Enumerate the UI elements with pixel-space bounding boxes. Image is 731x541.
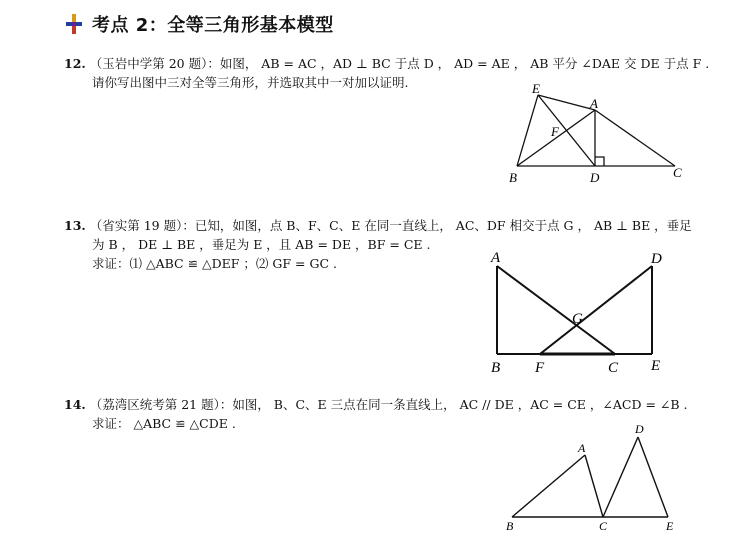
figure-13 — [485, 246, 675, 376]
pin-icon — [63, 13, 85, 35]
label-b: B — [506, 519, 514, 533]
problem-text-line: （荔湾区统考第 21 题）：如图， B、C、E 三点在同一条直线上， AC // DE ，AC = CE ，∠ACD = ∠B . — [89, 397, 688, 412]
label-f: F — [551, 124, 559, 139]
problem-text-line: （玉岩中学第 20 题）：如图， AB = AC ，AD ⊥ BC 于点 D ， AD = AE ， AB 平分 ∠DAE 交 DE 于点 F . — [89, 56, 710, 71]
label-d: D — [635, 422, 644, 436]
label-a: A — [578, 441, 586, 455]
segment-ea — [538, 95, 595, 110]
segment-cd — [603, 437, 638, 517]
label-c: C — [608, 360, 619, 376]
problem-12 — [64, 54, 709, 73]
problem-13 — [64, 216, 692, 235]
segment-ac — [585, 455, 603, 517]
label-a: A — [590, 96, 598, 111]
label-d: D — [651, 251, 662, 267]
figure-14 — [498, 420, 688, 541]
problem-text-line: 求证：⑴ △ABC ≌ △DEF ；⑵ GF = GC . — [92, 256, 337, 271]
segment-ed — [538, 95, 595, 166]
label-d: D — [590, 170, 600, 185]
problem-text-line: （省实第 19 题）：已知，如图，点 B、F、C、E 在同一直线上， AC、DF 相交于点 G ， AB ⊥ BE ，垂足 — [89, 218, 692, 233]
label-f: F — [535, 360, 545, 376]
label-e: E — [532, 81, 540, 96]
section-title: 考点 2：全等三角形基本模型 — [92, 15, 334, 36]
segment-de — [638, 437, 668, 517]
label-e: E — [666, 519, 674, 533]
problem-text-line: 求证： △ABC ≌ △CDE . — [92, 416, 236, 431]
label-a: A — [491, 250, 501, 266]
problem-text-line: 请你写出图中三对全等三角形，并选取其中一对加以证明. — [92, 75, 409, 90]
label-g: G — [572, 311, 583, 327]
problem-number: 14. — [64, 397, 86, 412]
problem-number: 13. — [64, 218, 86, 233]
right-angle-mark — [595, 157, 604, 166]
label-b: B — [509, 170, 517, 185]
label-c: C — [673, 165, 682, 180]
label-e: E — [651, 358, 661, 374]
problem-text-line: 为 B ， DE ⊥ BE ，垂足为 E ，且 AB = DE ，BF = CE . — [92, 237, 431, 252]
label-b: B — [491, 360, 501, 376]
segment-ab — [512, 455, 585, 517]
label-c: C — [599, 519, 608, 533]
segment-eb — [517, 95, 538, 166]
problem-14 — [64, 395, 688, 414]
problem-number: 12. — [64, 56, 86, 71]
segment-ac — [595, 110, 675, 166]
figure-12 — [495, 80, 695, 190]
